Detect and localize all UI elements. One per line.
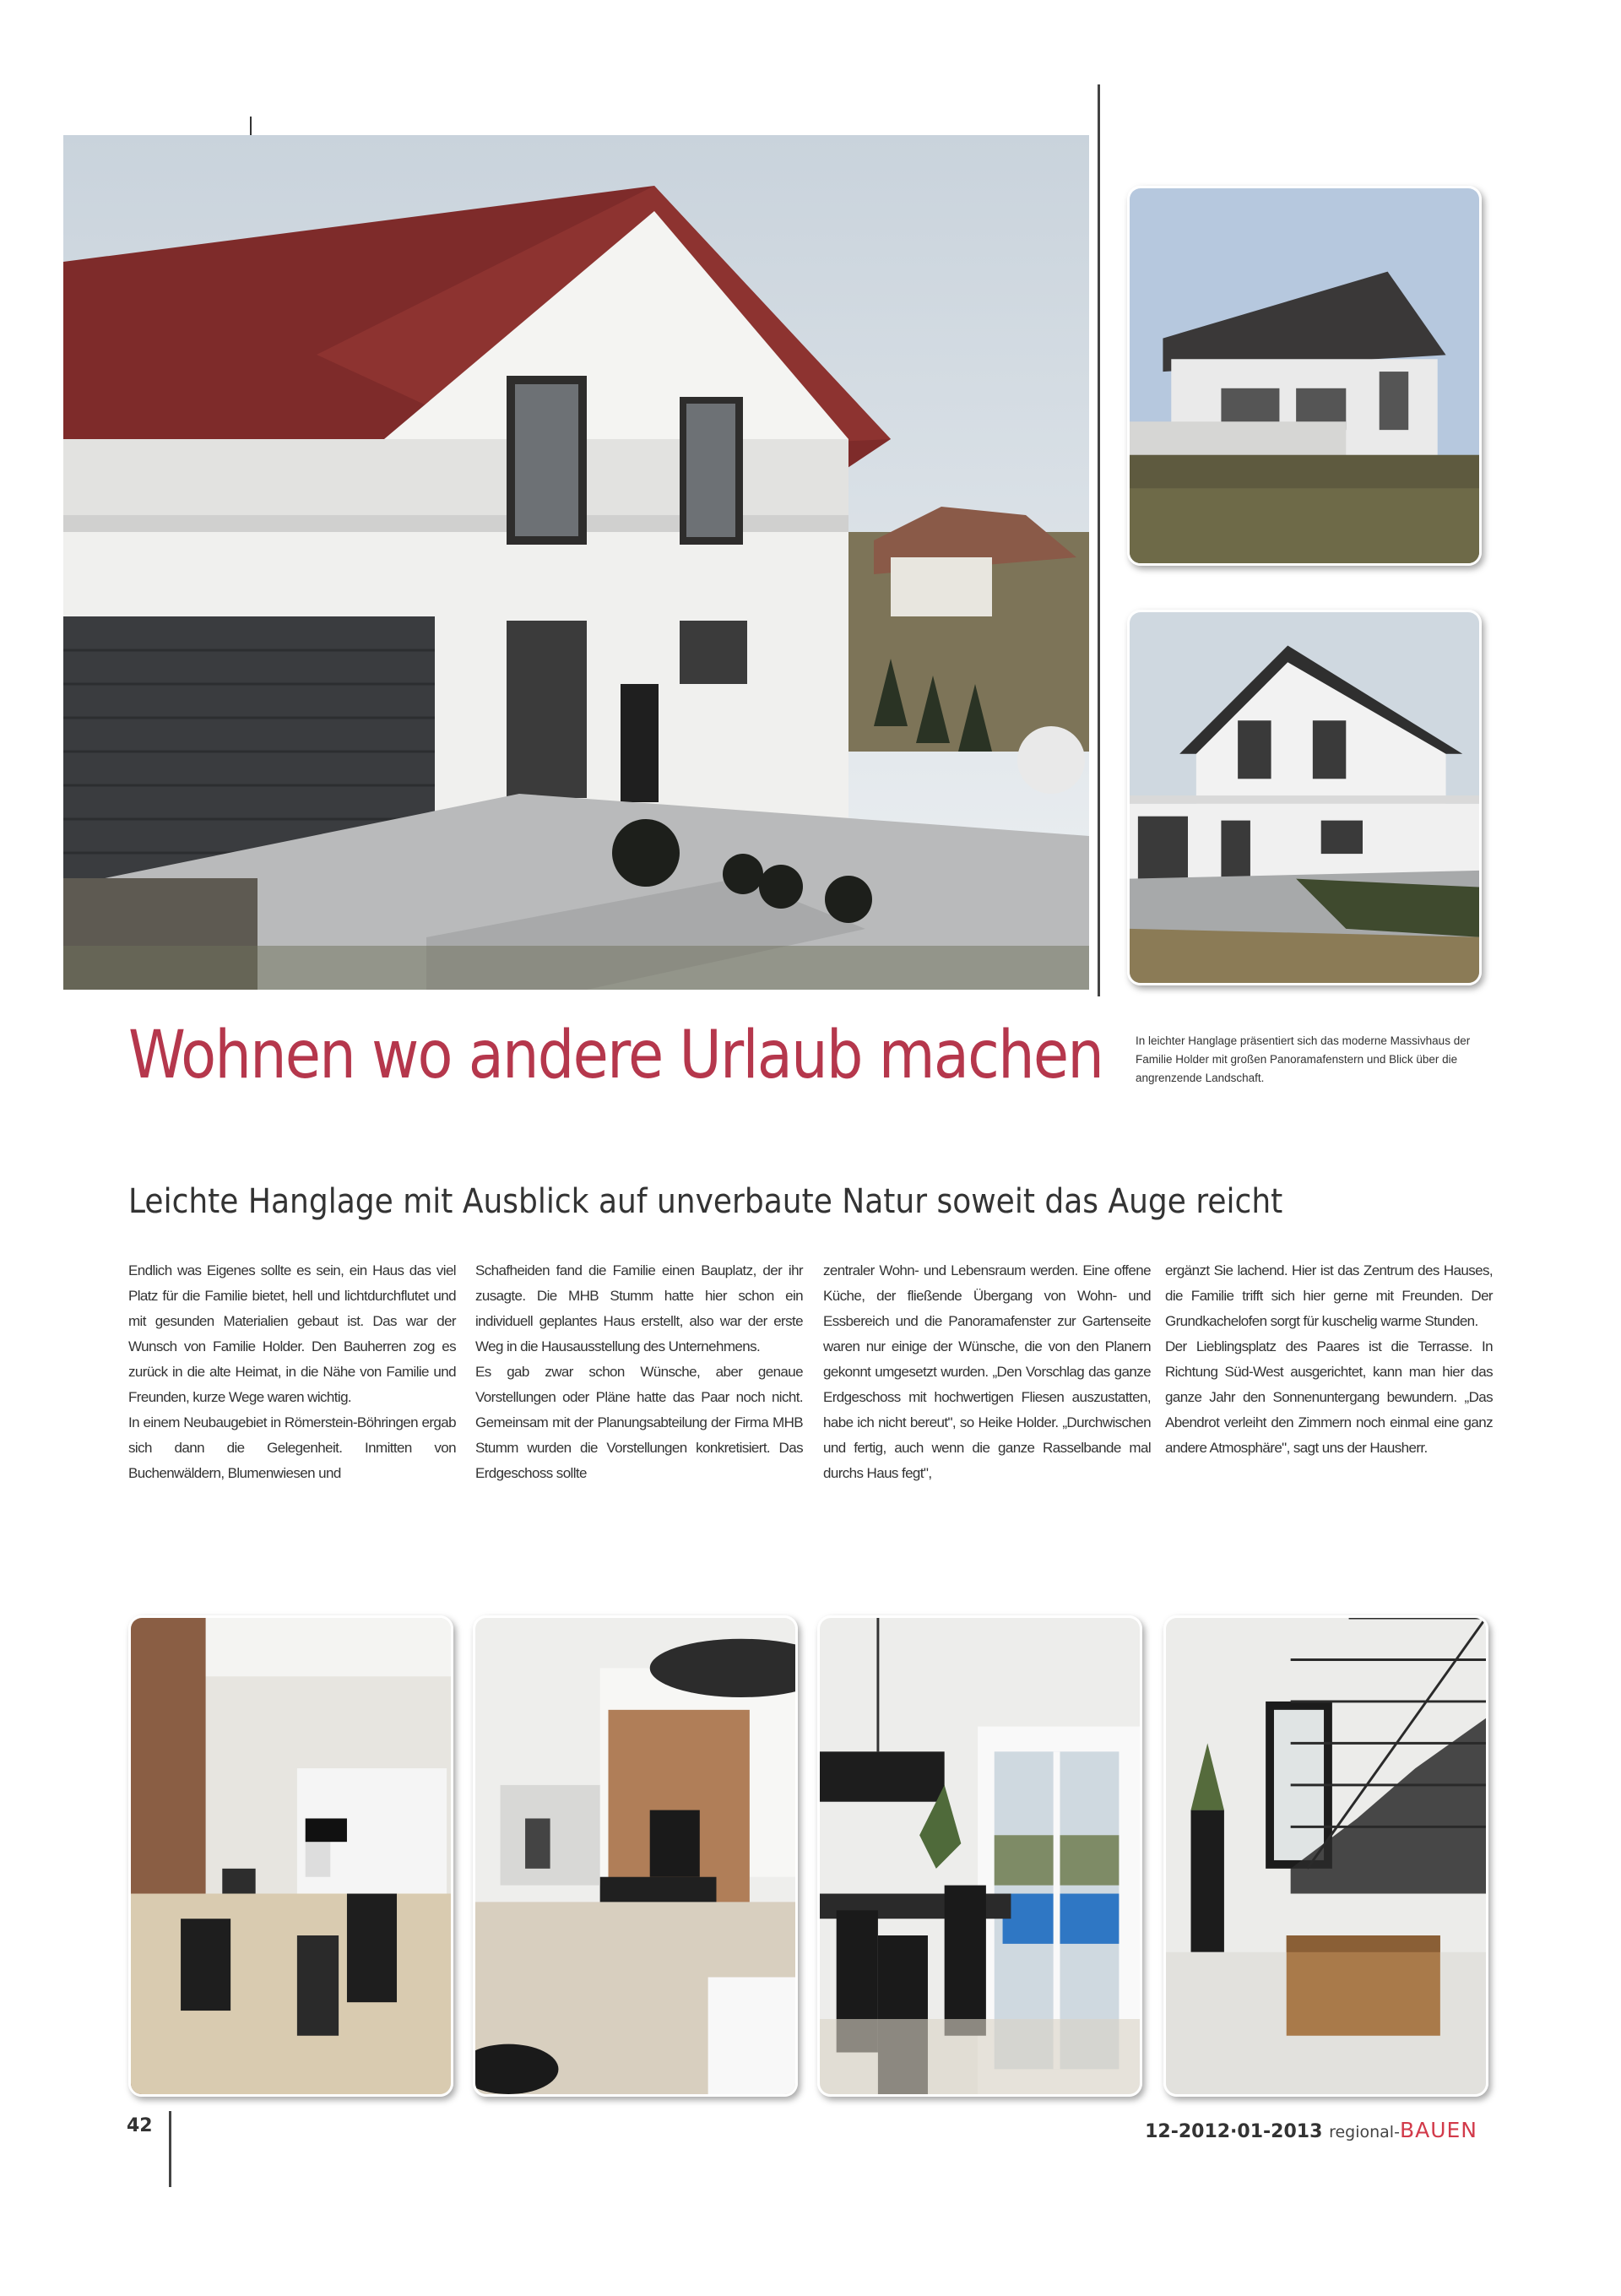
photo-caption: In leichter Hanglage präsentiert sich das moderne Massivhaus der Familie Holder mit großen Panoramafenstern und Blick über die angrenzende Landschaft. xyxy=(1136,1034,1471,1084)
paragraph: In einem Neubaugebiet in Römerstein-Böhringen ergab sich dann die Gelegenheit. Inmitten von Buchenwäldern, Blumenwiesen und xyxy=(128,1414,456,1481)
paragraph: Schafheiden fand die Familie einen Bauplatz, der ihr zusagte. Die MHB Stumm hatte hier schon ein individuell geplantes Haus erstellt, also war der erste Weg in die Hausausstellung des Unternehmens. xyxy=(475,1262,803,1354)
text-column-3 xyxy=(823,1258,1151,1486)
thumbnail-house-front xyxy=(1127,610,1482,985)
text-column-2 xyxy=(475,1258,803,1486)
interior-photo-dining-terrace xyxy=(817,1615,1142,2097)
footer-issue-line xyxy=(1145,2118,1477,2142)
magazine-prefix: regional- xyxy=(1329,2123,1400,2141)
text-column-4 xyxy=(1165,1258,1493,1461)
footer-divider xyxy=(169,2111,171,2187)
main-house-photo xyxy=(63,135,1089,990)
magazine-logo: BAUEN xyxy=(1399,2118,1477,2142)
paragraph: ergänzt Sie lachend. Hier ist das Zentrum des Hauses, die Familie trifft sich hier gerne mit Freunden. Der Grundkachelofen sorgt für kuschelig warme Stunden. xyxy=(1165,1262,1493,1329)
article-subtitle: Leichte Hanglage mit Ausblick auf unverbaute Natur soweit das Auge reicht xyxy=(128,1182,1283,1221)
interior-photo-fireplace xyxy=(473,1615,798,2097)
page-number: 42 xyxy=(127,2115,153,2136)
article-headline: Wohnen wo andere Urlaub machen xyxy=(128,1018,1103,1094)
thumbnail-house-side xyxy=(1127,186,1482,566)
paragraph: Der Lieblingsplatz des Paares ist die Terrasse. In Richtung Süd-West ausgerichtet, kann man hier das ganze Jahr den Sonnenuntergang bewundern. „Das Abendrot verleiht den Zimmern noch einmal eine ganz andere Atmosphäre", sagt uns der Hausherr. xyxy=(1165,1338,1493,1456)
text-column-1 xyxy=(128,1258,456,1486)
interior-photo-living-room xyxy=(128,1615,453,2097)
interior-photo-staircase xyxy=(1163,1615,1488,2097)
paragraph: Es gab zwar schon Wünsche, aber genaue Vorstellungen oder Pläne hatte das Paar noch nicht. Gemeinsam mit der Planungsabteilung der Firma MHB Stumm wurden die Vorstellungen konkretisiert. Das Erdgeschoss sollte xyxy=(475,1364,803,1481)
issue-date: 12-2012·01-2013 xyxy=(1145,2121,1323,2142)
paragraph: Endlich was Eigenes sollte es sein, ein Haus das viel Platz für die Familie bietet, hell und lichtdurchflutet und mit gesunden Materialien gebaut ist. Das war der Wunsch von Familie Holder. Den Bauherren zog es zurück in die alte Heimat, in die Nähe von Familie und Freunden, kurze Wege waren wichtig. xyxy=(128,1262,456,1405)
paragraph: zentraler Wohn- und Lebensraum werden. Eine offene Küche, der fließende Übergang von Wohn- und Essbereich und die Panoramafenster zur Gartenseite waren nur einige der Wünsche, die von den Planern gekonnt umgesetzt wurden. „Den Vorschlag das ganze Erdgeschoss mit hochwertigen Fliesen auszustatten, habe ich nicht bereut", so Heike Holder. „Durchwischen und fertig, auch wenn die ganze Rasselbande mal durchs Haus fegt", xyxy=(823,1262,1151,1481)
column-divider xyxy=(1098,84,1100,996)
